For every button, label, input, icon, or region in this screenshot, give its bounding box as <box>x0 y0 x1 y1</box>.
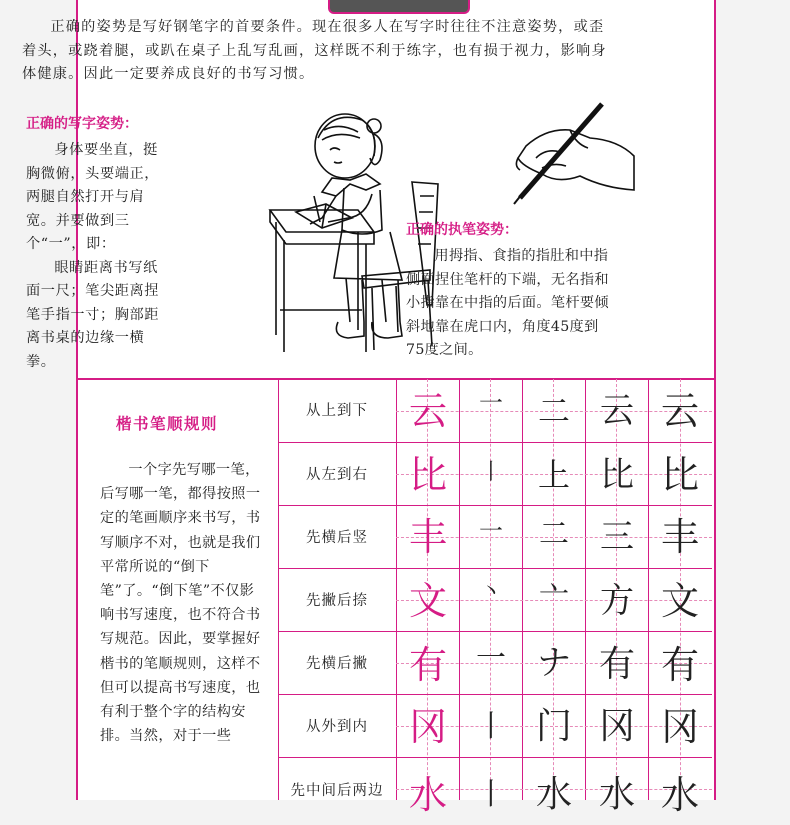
posture-text <box>26 139 164 374</box>
rule-name: 先中间后两边 <box>290 783 384 799</box>
stroke-step: 水 <box>660 773 699 817</box>
model-char: 冈 <box>408 705 447 749</box>
model-char: 有 <box>408 643 447 687</box>
model-char: 文 <box>408 579 447 623</box>
stroke-step: ナ <box>537 643 571 683</box>
stroke-step: 比 <box>660 453 699 497</box>
stroke-step: 丶 <box>479 580 502 605</box>
stroke-step: 水 <box>598 774 635 815</box>
stroke-step: 方 <box>600 581 634 621</box>
pen-heading: 正确的执笔姿势： <box>406 222 518 238</box>
stroke-step: 丨 <box>479 460 502 485</box>
stroke-step: 上 <box>537 456 570 494</box>
stroke-step: 门 <box>535 706 572 747</box>
intro-paragraph: 正确的姿势是写好钢笔字的首要条件。现在很多人在写字时往往不注意姿势，或歪着头，或跷着腿，或趴在桌子上乱写乱画，这样既不利于练字，也有损于视力，影响身体健康。因此一定要养成良好的书写习惯。 <box>22 19 607 82</box>
stroke-order-text: 一个字先写哪一笔，后写哪一笔，都得按照一定的笔画顺序来书写，书写顺序不对，也就是我们平常所说的“倒下笔”了。“倒下笔”不仅影响书写速度，也不符合书写规范。因此，要掌握好楷书的笔顺规则，这样不但可以提高书写速度，也有利于整个字的结构安排。当然，对于一些 <box>100 462 261 745</box>
stroke-step: 有 <box>660 643 699 687</box>
stroke-step: 丰 <box>660 515 699 559</box>
stroke-step: 二 <box>537 392 570 430</box>
stroke-step: 冈 <box>598 706 635 747</box>
stroke-step: 有 <box>598 644 635 685</box>
header-tab <box>328 0 470 14</box>
stroke-step: 水 <box>535 774 572 815</box>
rule-name: 先撇后捺 <box>306 593 368 609</box>
stroke-step: 亠 <box>539 581 569 616</box>
rule-name: 从上到下 <box>306 403 368 419</box>
stroke-step: 一 <box>479 517 503 545</box>
stroke-step: 一 <box>476 641 506 676</box>
stroke-step: 云 <box>600 391 634 431</box>
stroke-step: 二 <box>539 517 569 552</box>
rule-name: 先横后竖 <box>306 530 368 546</box>
rule-name: 从左到右 <box>306 467 368 483</box>
stroke-step: 一 <box>479 389 503 417</box>
stroke-step: 比 <box>600 455 634 495</box>
pen-text: 用拇指、食指的指肚和中指侧面捏住笔杆的下端，无名指和小指靠在中指的后面。笔杆要倾斜地靠在虎口内，角度45度到75度之间。 <box>406 248 609 358</box>
stroke-order-table <box>278 379 712 817</box>
stroke-step: 丨 <box>476 709 506 744</box>
posture-heading: 正确的写字姿势： <box>26 116 138 132</box>
model-char: 云 <box>408 389 447 433</box>
posture-paragraph-1: 身体要坐直，挺胸微俯，头要端正，两腿自然打开与肩宽。并要做到三个“一”，即： <box>26 142 160 252</box>
stroke-step: 三 <box>600 517 634 557</box>
stroke-step: 文 <box>660 579 699 623</box>
stroke-order-title: 楷书笔顺规则 <box>116 414 219 433</box>
rule-name: 从外到内 <box>306 719 368 735</box>
stroke-step: 丨 <box>476 777 506 812</box>
stroke-step: 云 <box>660 389 699 433</box>
model-char: 丰 <box>408 515 447 559</box>
model-char: 比 <box>408 453 447 497</box>
model-char: 水 <box>408 773 447 817</box>
rule-name: 先横后撇 <box>306 656 368 672</box>
pen-grip-illustration <box>506 100 636 208</box>
stroke-step: 冈 <box>660 705 699 749</box>
posture-paragraph-2: 眼睛距离书写纸面一尺；笔尖距离捏笔手指一寸；胸部距离书桌的边缘一横拳。 <box>26 259 160 370</box>
